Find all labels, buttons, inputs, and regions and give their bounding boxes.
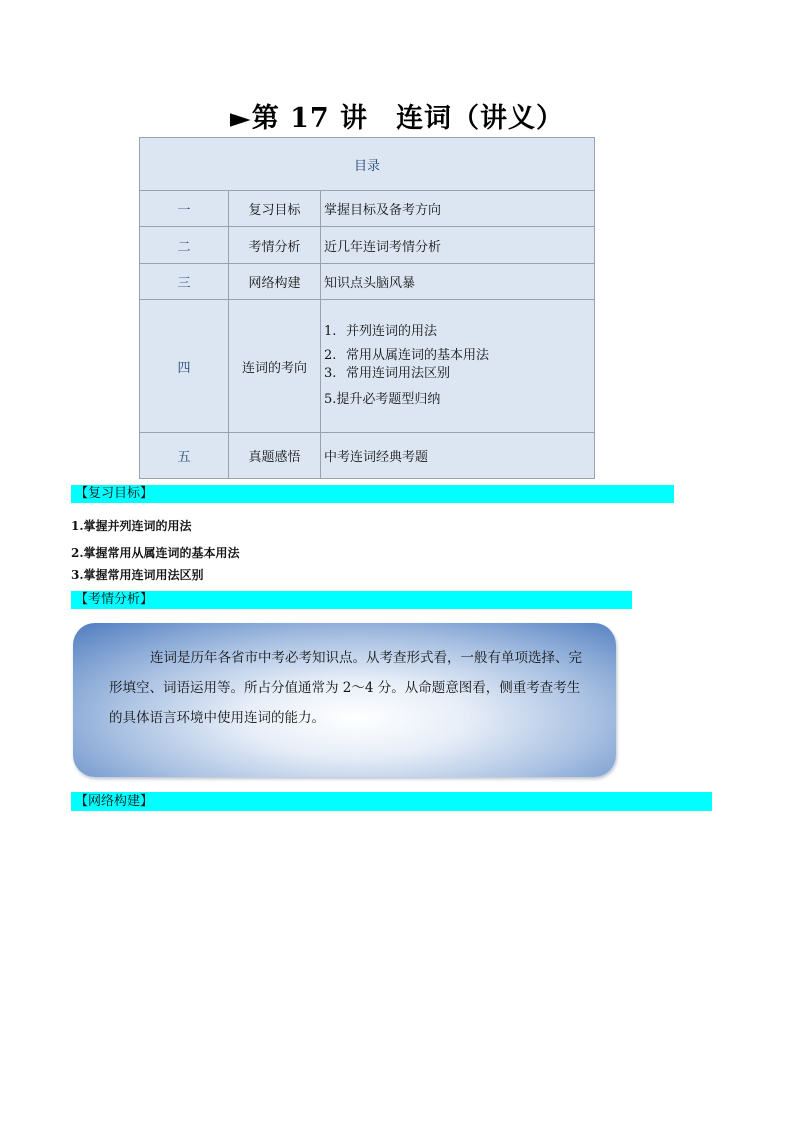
toc-row-name: 网络构建 [229, 264, 321, 300]
toc-row-number: 一 [140, 191, 229, 227]
toc-row-number: 四 [140, 300, 229, 433]
goal-item: 3.掌握常用连词用法区别 [71, 568, 204, 582]
toc-row-desc: 知识点头脑风暴 [321, 264, 595, 300]
lecture-topic: 连词（讲义） [396, 103, 565, 134]
toc-row-number: 三 [140, 264, 229, 300]
analysis-text: 连词是历年各省市中考必考知识点。从考查形式看，一般有单项选择、完形填空、词语运用等。所占分值通常为 2～4 分。从命题意图看，侧重考查考生的具体语言环境中使用连词的能力。 [109, 650, 582, 726]
toc-subitem: 3. 常用连词用法区别 [324, 366, 451, 381]
section-bar-network: 【网络构建】 [71, 792, 712, 811]
section-bar-review: 【复习目标】 [71, 485, 674, 503]
toc-row-number: 二 [140, 227, 229, 264]
toc-row-name: 复习目标 [229, 191, 321, 227]
toc-row-name: 真题感悟 [229, 433, 321, 479]
analysis-callout [73, 623, 616, 777]
goal-item: 2.掌握常用从属连词的基本用法 [71, 546, 240, 560]
toc-row-name: 考情分析 [229, 227, 321, 264]
toc-row [140, 227, 595, 264]
toc-header: 目录 [140, 138, 595, 191]
lecture-number: 第 17 讲 [251, 103, 369, 134]
toc-subitem: 5.提升必考题型归纳 [324, 392, 441, 407]
section-bar-analysis: 【考情分析】 [71, 591, 632, 609]
goal-item: 1.掌握并列连词的用法 [71, 519, 192, 533]
toc-row [140, 264, 595, 300]
toc-row-number: 五 [140, 433, 229, 479]
toc-row [140, 433, 595, 479]
triangle-arrow-icon: ► [229, 103, 252, 134]
toc-row-name: 连词的考向 [229, 300, 321, 433]
toc-subitem: 2. 常用从属连词的基本用法 [324, 348, 490, 363]
toc-row-sublist [321, 300, 595, 433]
toc-row-desc: 中考连词经典考题 [321, 433, 595, 479]
toc-table [139, 137, 595, 479]
toc-subitem: 1. 并列连词的用法 [324, 324, 438, 339]
toc-row [140, 191, 595, 227]
toc-row-desc: 近几年连词考情分析 [321, 227, 595, 264]
page-title [0, 96, 794, 135]
toc-row [140, 300, 595, 433]
toc-row-desc: 掌握目标及备考方向 [321, 191, 595, 227]
